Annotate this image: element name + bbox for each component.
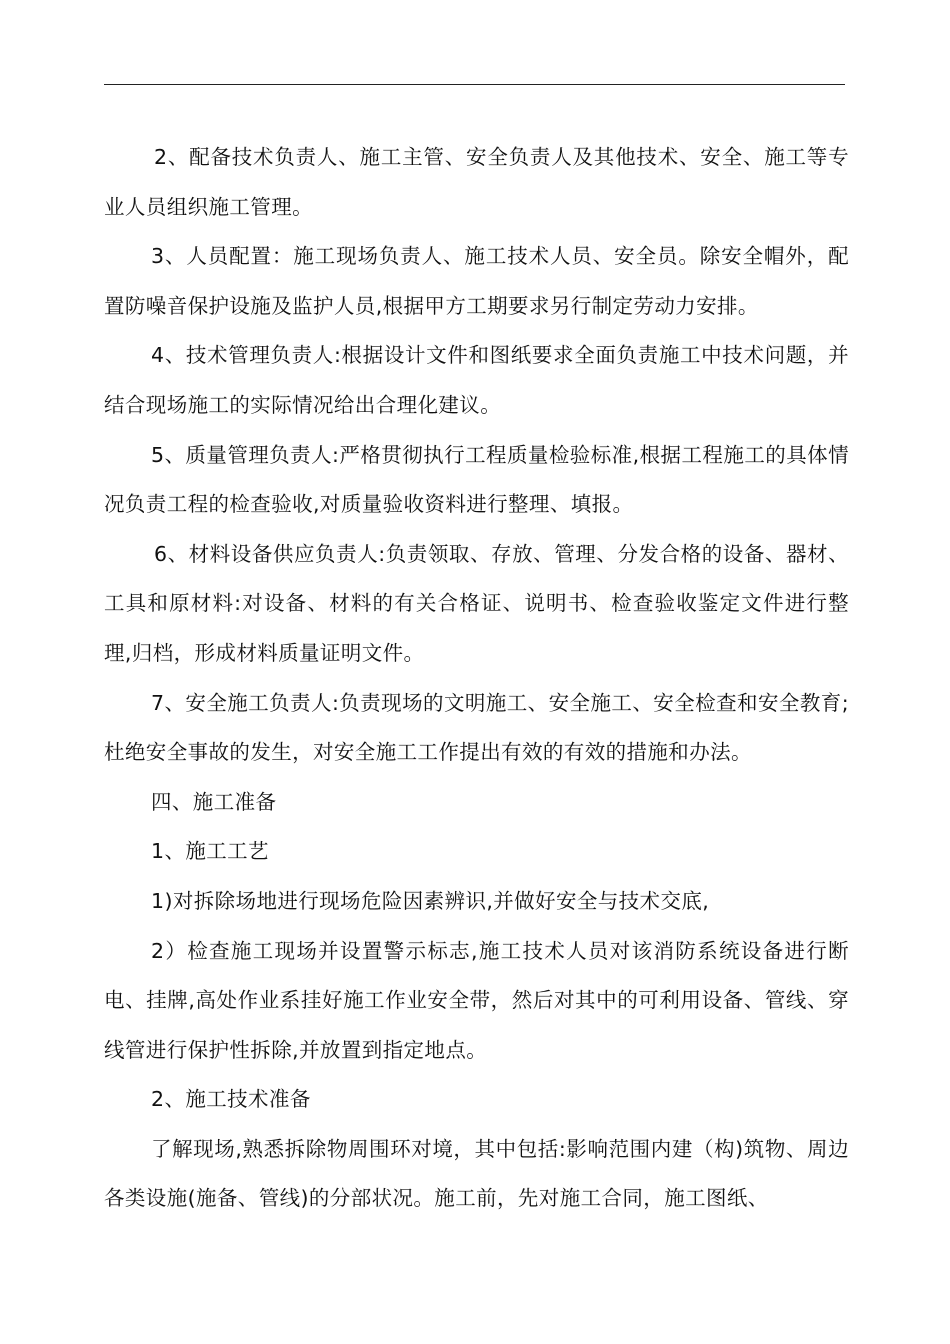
paragraph-step-1: 1)对拆除场地进行现场危险因素辨识,并做好安全与技术交底, <box>151 888 710 913</box>
paragraph-personnel: 3、人员配置：施工现场负责人、施工技术人员、安全员。除安全帽外，配置防噪音保护设施及监护人员,根据甲方工期要求另行制定劳动力安排。 <box>104 244 849 318</box>
subheading-process: 1、施工工艺 <box>151 839 269 864</box>
paragraph-tech-manager: 4、技术管理负责人:根据设计文件和图纸要求全面负责施工中技术问题，并结合现场施工的实际情况给出合理化建议。 <box>104 343 849 417</box>
paragraph-staffing: 2、配备技术负责人、施工主管、安全负责人及其他技术、安全、施工等专业人员组织施工管理。 <box>104 145 849 219</box>
paragraph-quality-manager: 5、质量管理负责人:严格贯彻执行工程质量检验标准,根据工程施工的具体情况负责工程的检查验收,对质量验收资料进行整理、填报。 <box>104 442 849 517</box>
header-rule <box>104 84 845 85</box>
paragraph-site-survey: 了解现场,熟悉拆除物周围环对境，其中包括:影响范围内建（构)筑物、周边各类设施(施备、管线)的分部状况。施工前，先对施工合同，施工图纸、 <box>104 1136 849 1211</box>
subheading-technical-prep: 2、施工技术准备 <box>151 1087 311 1112</box>
paragraph-step-2: 2）检查施工现场并设置警示标志,施工技术人员对该消防系统设备进行断电、挂牌,高处作业系挂好施工作业安全带，然后对其中的可利用设备、管线、穿线管进行保护性拆除,并放置到指定地点。 <box>104 938 849 1062</box>
paragraph-safety-manager: 7、安全施工负责人:负责现场的文明施工、安全施工、安全检查和安全教育;杜绝安全事故的发生，对安全施工工作提出有效的有效的措施和办法。 <box>104 690 849 765</box>
section-heading-preparation: 四、施工准备 <box>151 789 277 814</box>
paragraph-material-manager: 6、材料设备供应负责人:负责领取、存放、管理、分发合格的设备、器材、工具和原材料:对设备、材料的有关合格证、说明书、检查验收鉴定文件进行整理,归档，形成材料质量证明文件。 <box>104 541 849 665</box>
body-text <box>104 133 849 1224</box>
